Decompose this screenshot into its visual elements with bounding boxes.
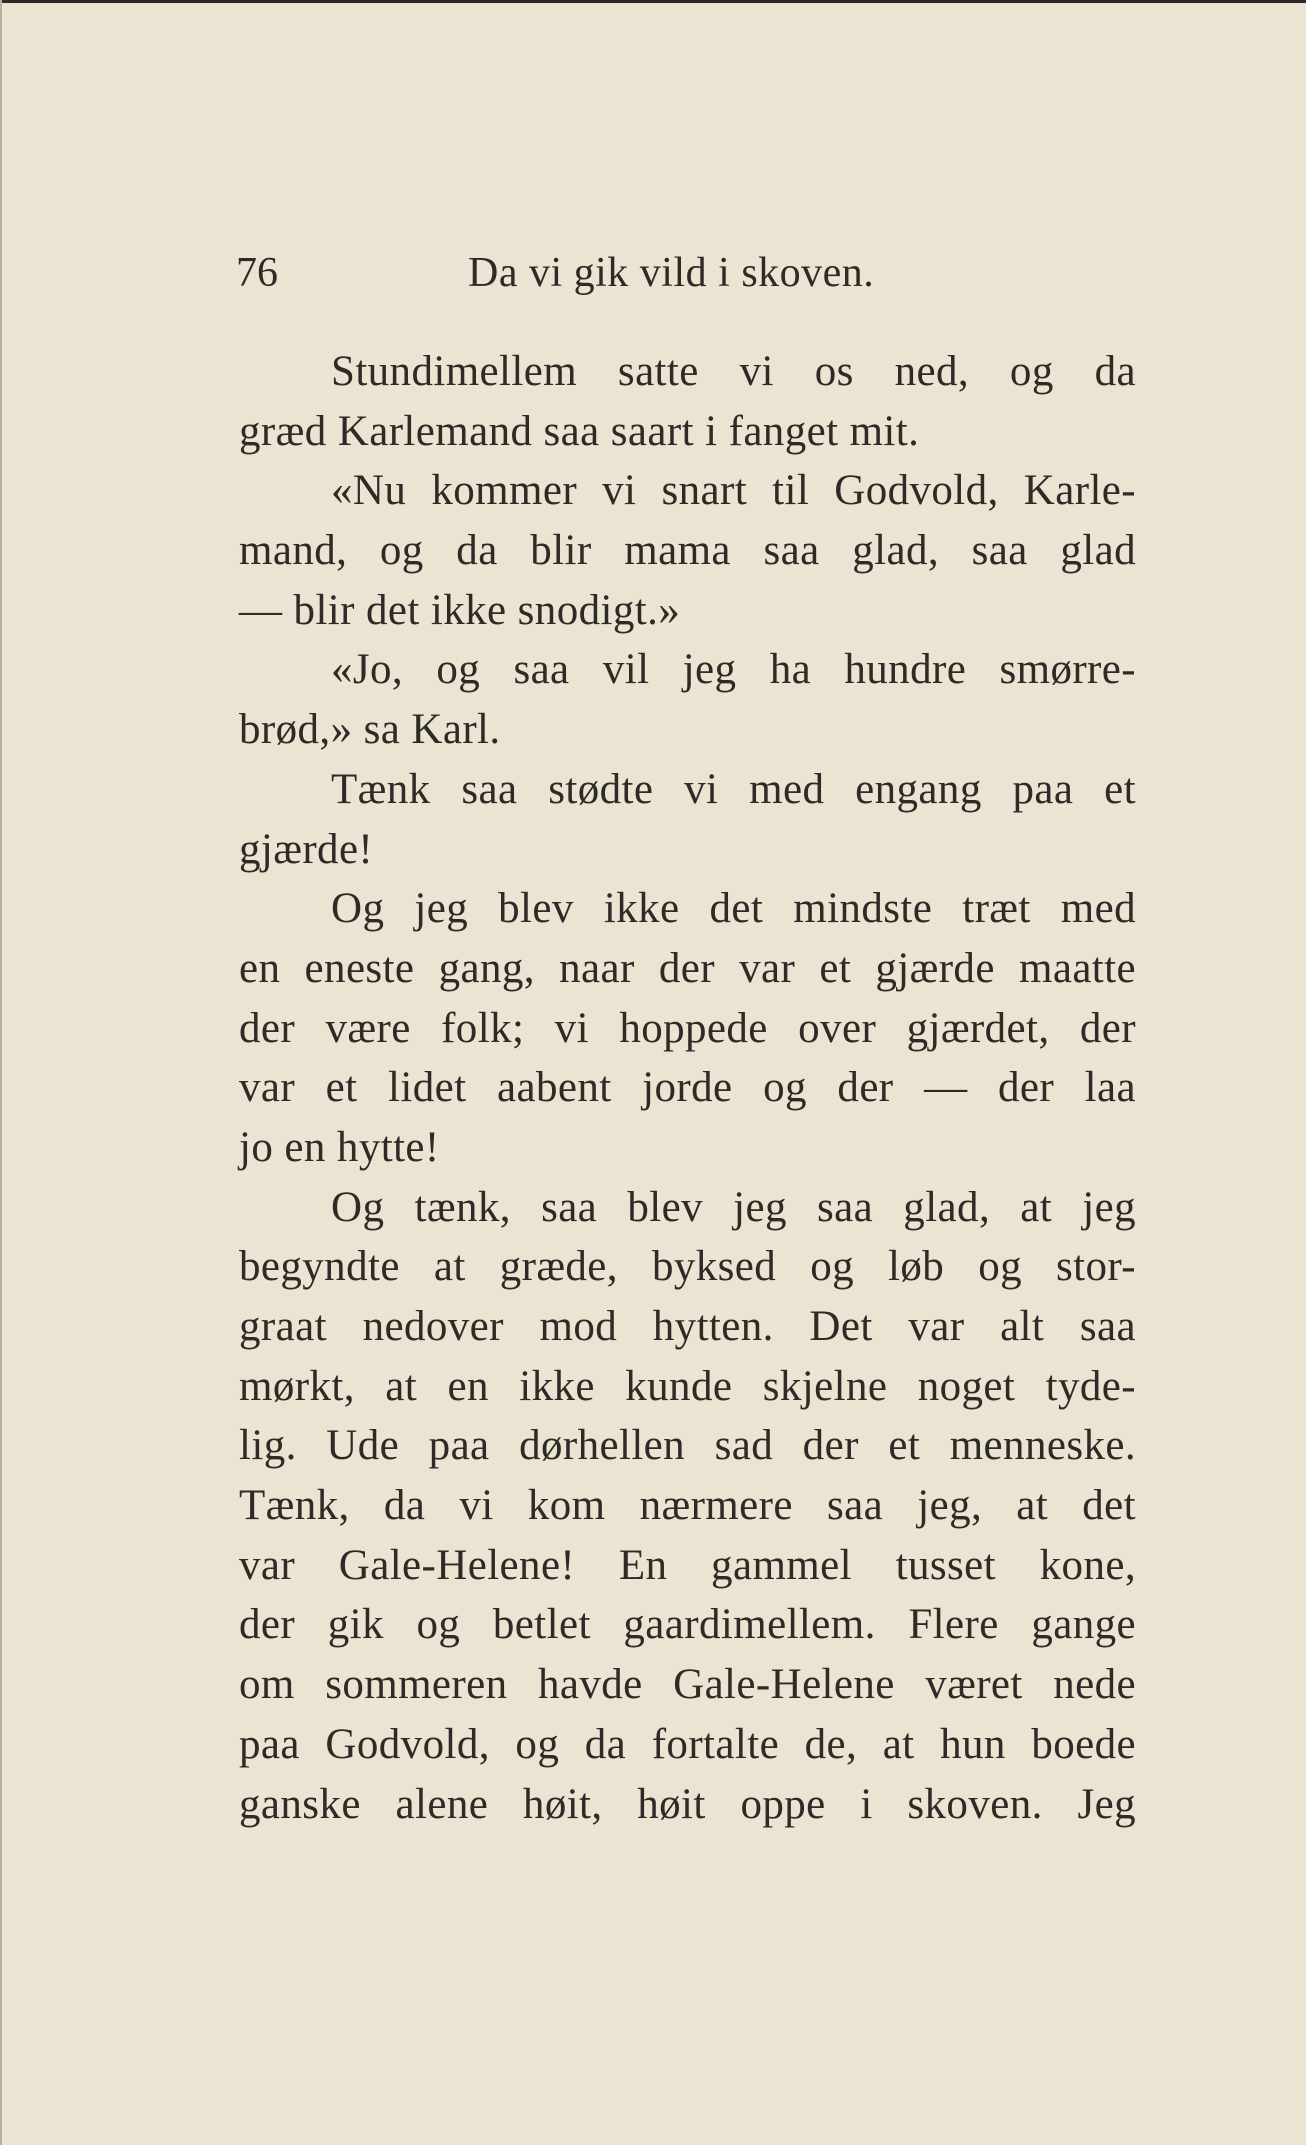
text-line: lig. Ude paa dørhellen sad der et menneske.	[239, 1422, 1136, 1470]
text-line: «Nu kommer vi snart til Godvold, Karle-	[331, 467, 1136, 515]
text-line: der være folk; vi hoppede over gjærdet, der	[239, 1004, 1136, 1052]
text-line: om sommeren havde Gale-Helene været nede	[239, 1661, 1136, 1709]
text-line: brød,» sa Karl.	[239, 706, 501, 754]
text-line: mand, og da blir mama saa glad, saa glad	[239, 527, 1136, 575]
text-line: en eneste gang, naar der var et gjærde maatte	[239, 944, 1136, 992]
body-text	[239, 342, 1136, 1834]
text-line: græd Karlemand saa saart i fanget mit.	[239, 407, 920, 455]
text-line: var et lidet aabent jorde og der — der laa	[239, 1064, 1136, 1112]
text-line: begyndte at græde, byksed og løb og stor-	[239, 1243, 1136, 1291]
running-title: Da vi gik vild i skoven.	[468, 250, 875, 296]
page-number: 76	[236, 250, 278, 296]
text-line: Tænk saa stødte vi med engang paa et	[331, 765, 1136, 813]
scan-top-edge	[0, 0, 1306, 3]
text-line: var Gale-Helene! En gammel tusset kone,	[239, 1541, 1136, 1589]
scan-left-edge	[0, 0, 2, 2145]
text-line: — blir det ikke snodigt.»	[239, 586, 681, 634]
text-line: Tænk, da vi kom nærmere saa jeg, at det	[239, 1482, 1136, 1530]
text-line: graat nedover mod hytten. Det var alt saa	[239, 1303, 1136, 1350]
text-line: Og tænk, saa blev jeg saa glad, at jeg	[331, 1183, 1136, 1231]
text-line: gjærde!	[239, 825, 374, 873]
text-line: Og jeg blev ikke det mindste træt med	[331, 885, 1136, 933]
page-header	[236, 248, 1136, 298]
text-line: «Jo, og saa vil jeg ha hundre smørre-	[331, 646, 1136, 694]
text-line: jo en hytte!	[239, 1123, 440, 1171]
text-line: paa Godvold, og da fortalte de, at hun boede	[239, 1720, 1136, 1768]
text-line: der gik og betlet gaardimellem. Flere gange	[239, 1601, 1136, 1649]
text-line: mørkt, at en ikke kunde skjelne noget tyde-	[239, 1362, 1136, 1410]
text-line: Stundimellem satte vi os ned, og da	[331, 348, 1136, 395]
text-line: ganske alene høit, høit oppe i skoven. Jeg	[239, 1780, 1136, 1828]
